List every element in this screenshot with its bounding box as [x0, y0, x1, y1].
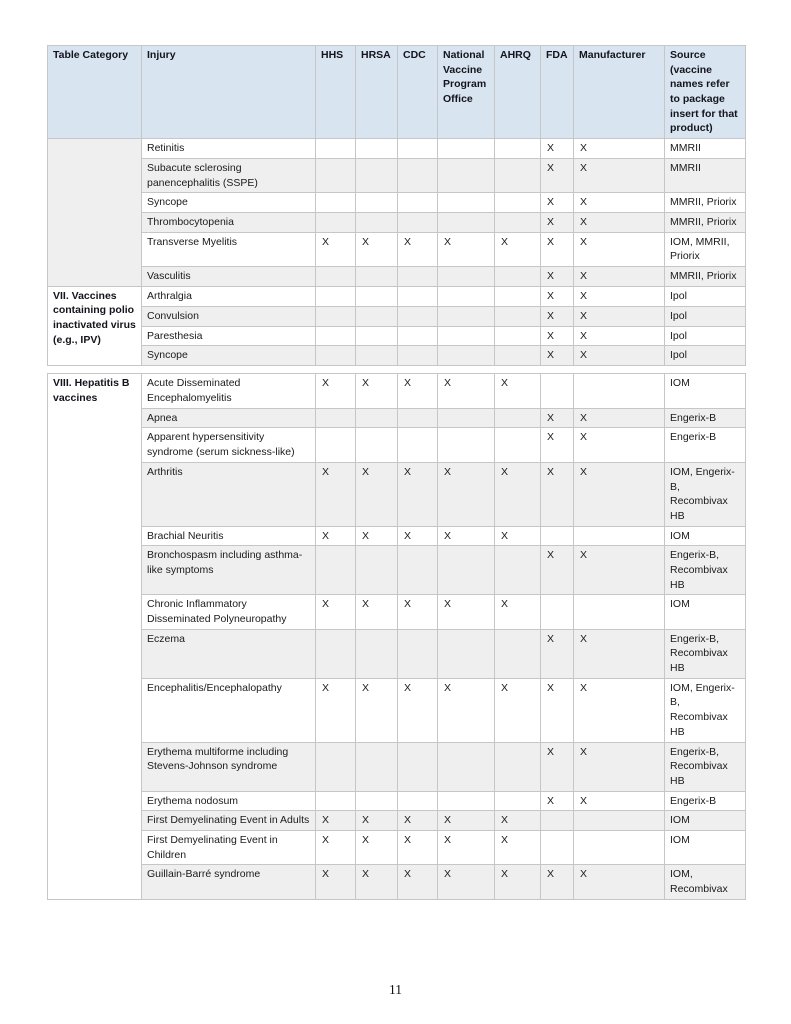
- empty-check-cell: [438, 791, 495, 811]
- page-number: 11: [389, 982, 402, 997]
- empty-check-cell: [495, 791, 541, 811]
- empty-check-cell: [574, 526, 665, 546]
- check-mark-cell: X: [495, 374, 541, 408]
- table-category-cell: VII. Vaccines containing polio inactivated virus (e.g., IPV): [48, 286, 142, 366]
- empty-check-cell: [438, 158, 495, 192]
- source-cell: Ipol: [665, 286, 746, 306]
- empty-check-cell: [356, 742, 398, 791]
- check-mark-cell: X: [574, 346, 665, 366]
- check-mark-cell: X: [356, 232, 398, 266]
- check-mark-cell: X: [356, 865, 398, 899]
- check-mark-cell: X: [541, 428, 574, 462]
- column-header-4: CDC: [398, 46, 438, 139]
- empty-check-cell: [495, 212, 541, 232]
- empty-check-cell: [438, 306, 495, 326]
- source-cell: MMRII, Priorix: [665, 266, 746, 286]
- injury-cell: Guillain-Barré syndrome: [142, 865, 316, 899]
- check-mark-cell: X: [495, 595, 541, 629]
- empty-check-cell: [398, 286, 438, 306]
- check-mark-cell: X: [495, 811, 541, 831]
- column-header-9: Source (vaccine names refer to package insert for that product): [665, 46, 746, 139]
- empty-check-cell: [574, 811, 665, 831]
- check-mark-cell: X: [574, 428, 665, 462]
- source-cell: Engerix-B: [665, 428, 746, 462]
- injury-cell: Acute Disseminated Encephalomyelitis: [142, 374, 316, 408]
- empty-check-cell: [316, 546, 356, 595]
- empty-check-cell: [398, 212, 438, 232]
- empty-check-cell: [438, 326, 495, 346]
- empty-check-cell: [316, 428, 356, 462]
- check-mark-cell: X: [574, 232, 665, 266]
- empty-check-cell: [495, 346, 541, 366]
- check-mark-cell: X: [541, 346, 574, 366]
- empty-check-cell: [316, 326, 356, 346]
- table-body-1: [48, 139, 746, 366]
- check-mark-cell: X: [316, 830, 356, 864]
- check-mark-cell: X: [541, 678, 574, 742]
- table-row: [48, 546, 746, 595]
- empty-check-cell: [356, 346, 398, 366]
- empty-check-cell: [438, 266, 495, 286]
- empty-check-cell: [398, 546, 438, 595]
- check-mark-cell: X: [316, 678, 356, 742]
- empty-check-cell: [356, 306, 398, 326]
- check-mark-cell: X: [574, 408, 665, 428]
- source-cell: Engerix-B, Recombivax HB: [665, 629, 746, 678]
- check-mark-cell: X: [541, 408, 574, 428]
- check-mark-cell: X: [574, 212, 665, 232]
- injury-cell: Paresthesia: [142, 326, 316, 346]
- check-mark-cell: X: [541, 326, 574, 346]
- injury-cell: Retinitis: [142, 139, 316, 159]
- check-mark-cell: X: [438, 232, 495, 266]
- injury-cell: First Demyelinating Event in Children: [142, 830, 316, 864]
- empty-check-cell: [316, 158, 356, 192]
- source-cell: MMRII, Priorix: [665, 193, 746, 213]
- vaccine-injury-table-block-1: [47, 45, 746, 366]
- empty-check-cell: [574, 830, 665, 864]
- empty-check-cell: [438, 428, 495, 462]
- empty-check-cell: [541, 526, 574, 546]
- injury-cell: Apnea: [142, 408, 316, 428]
- table-row: [48, 346, 746, 366]
- column-header-2: HHS: [316, 46, 356, 139]
- injury-cell: Syncope: [142, 346, 316, 366]
- table-row: [48, 139, 746, 159]
- check-mark-cell: X: [574, 742, 665, 791]
- check-mark-cell: X: [541, 629, 574, 678]
- empty-check-cell: [316, 408, 356, 428]
- empty-check-cell: [356, 193, 398, 213]
- table-category-cell: [48, 139, 142, 287]
- check-mark-cell: X: [541, 791, 574, 811]
- check-mark-cell: X: [541, 139, 574, 159]
- table-row: [48, 326, 746, 346]
- column-header-5: National Vaccine Program Office: [438, 46, 495, 139]
- source-cell: Ipol: [665, 346, 746, 366]
- empty-check-cell: [316, 791, 356, 811]
- injury-cell: Subacute sclerosing panencephalitis (SSPE): [142, 158, 316, 192]
- empty-check-cell: [541, 595, 574, 629]
- column-header-3: HRSA: [356, 46, 398, 139]
- table-row: [48, 212, 746, 232]
- check-mark-cell: X: [541, 266, 574, 286]
- check-mark-cell: X: [356, 678, 398, 742]
- empty-check-cell: [495, 286, 541, 306]
- source-cell: IOM: [665, 811, 746, 831]
- check-mark-cell: X: [398, 595, 438, 629]
- empty-check-cell: [495, 193, 541, 213]
- source-cell: Ipol: [665, 326, 746, 346]
- check-mark-cell: X: [356, 374, 398, 408]
- empty-check-cell: [495, 428, 541, 462]
- empty-check-cell: [541, 811, 574, 831]
- check-mark-cell: X: [541, 212, 574, 232]
- table-row: [48, 408, 746, 428]
- check-mark-cell: X: [316, 462, 356, 526]
- check-mark-cell: X: [438, 830, 495, 864]
- empty-check-cell: [495, 408, 541, 428]
- check-mark-cell: X: [574, 306, 665, 326]
- check-mark-cell: X: [398, 462, 438, 526]
- check-mark-cell: X: [438, 526, 495, 546]
- check-mark-cell: X: [541, 193, 574, 213]
- table-row: [48, 232, 746, 266]
- empty-check-cell: [356, 428, 398, 462]
- empty-check-cell: [398, 408, 438, 428]
- vaccine-injury-table-block-2: [47, 373, 746, 899]
- check-mark-cell: X: [438, 462, 495, 526]
- column-header-8: Manufacturer: [574, 46, 665, 139]
- table-row: [48, 629, 746, 678]
- check-mark-cell: X: [438, 374, 495, 408]
- check-mark-cell: X: [541, 232, 574, 266]
- empty-check-cell: [541, 374, 574, 408]
- check-mark-cell: X: [541, 462, 574, 526]
- empty-check-cell: [495, 629, 541, 678]
- table-row: [48, 428, 746, 462]
- table-row: [48, 865, 746, 899]
- empty-check-cell: [495, 306, 541, 326]
- source-cell: Ipol: [665, 306, 746, 326]
- check-mark-cell: X: [316, 865, 356, 899]
- check-mark-cell: X: [316, 232, 356, 266]
- check-mark-cell: X: [541, 306, 574, 326]
- source-cell: MMRII: [665, 158, 746, 192]
- table-row: [48, 791, 746, 811]
- empty-check-cell: [398, 428, 438, 462]
- check-mark-cell: X: [356, 462, 398, 526]
- table-row: [48, 830, 746, 864]
- injury-cell: Chronic Inflammatory Disseminated Polyneuropathy: [142, 595, 316, 629]
- injury-cell: Syncope: [142, 193, 316, 213]
- check-mark-cell: X: [541, 546, 574, 595]
- empty-check-cell: [495, 139, 541, 159]
- injury-cell: Erythema nodosum: [142, 791, 316, 811]
- empty-check-cell: [356, 139, 398, 159]
- table-row: [48, 742, 746, 791]
- check-mark-cell: X: [574, 546, 665, 595]
- empty-check-cell: [398, 139, 438, 159]
- table-row: [48, 158, 746, 192]
- injury-cell: Encephalitis/Encephalopathy: [142, 678, 316, 742]
- check-mark-cell: X: [495, 865, 541, 899]
- check-mark-cell: X: [574, 462, 665, 526]
- column-header-7: FDA: [541, 46, 574, 139]
- check-mark-cell: X: [356, 595, 398, 629]
- empty-check-cell: [356, 212, 398, 232]
- table-row: [48, 193, 746, 213]
- injury-cell: Arthralgia: [142, 286, 316, 306]
- empty-check-cell: [495, 326, 541, 346]
- table-row: [48, 811, 746, 831]
- source-cell: MMRII: [665, 139, 746, 159]
- source-cell: IOM: [665, 374, 746, 408]
- empty-check-cell: [356, 629, 398, 678]
- check-mark-cell: X: [574, 326, 665, 346]
- table-row: [48, 526, 746, 546]
- check-mark-cell: X: [356, 526, 398, 546]
- empty-check-cell: [316, 139, 356, 159]
- injury-cell: Arthritis: [142, 462, 316, 526]
- check-mark-cell: X: [574, 865, 665, 899]
- source-cell: IOM: [665, 526, 746, 546]
- injury-cell: Transverse Myelitis: [142, 232, 316, 266]
- check-mark-cell: X: [356, 811, 398, 831]
- empty-check-cell: [398, 346, 438, 366]
- check-mark-cell: X: [316, 595, 356, 629]
- check-mark-cell: X: [541, 286, 574, 306]
- empty-check-cell: [438, 629, 495, 678]
- check-mark-cell: X: [398, 526, 438, 546]
- empty-check-cell: [398, 629, 438, 678]
- check-mark-cell: X: [438, 595, 495, 629]
- check-mark-cell: X: [356, 830, 398, 864]
- source-cell: IOM, Engerix-B, Recombivax HB: [665, 462, 746, 526]
- empty-check-cell: [398, 266, 438, 286]
- injury-cell: Bronchospasm including asthma-like symptoms: [142, 546, 316, 595]
- empty-check-cell: [398, 742, 438, 791]
- empty-check-cell: [316, 193, 356, 213]
- injury-cell: Eczema: [142, 629, 316, 678]
- empty-check-cell: [356, 546, 398, 595]
- check-mark-cell: X: [316, 811, 356, 831]
- empty-check-cell: [398, 193, 438, 213]
- check-mark-cell: X: [541, 158, 574, 192]
- check-mark-cell: X: [574, 139, 665, 159]
- empty-check-cell: [574, 374, 665, 408]
- empty-check-cell: [398, 158, 438, 192]
- empty-check-cell: [316, 742, 356, 791]
- source-cell: Engerix-B: [665, 791, 746, 811]
- empty-check-cell: [574, 595, 665, 629]
- table-row: [48, 595, 746, 629]
- empty-check-cell: [316, 212, 356, 232]
- empty-check-cell: [356, 326, 398, 346]
- header-row: [48, 46, 746, 139]
- table-category-cell: VIII. Hepatitis B vaccines: [48, 374, 142, 899]
- empty-check-cell: [438, 546, 495, 595]
- check-mark-cell: X: [574, 266, 665, 286]
- empty-check-cell: [438, 346, 495, 366]
- check-mark-cell: X: [574, 286, 665, 306]
- empty-check-cell: [495, 546, 541, 595]
- empty-check-cell: [438, 139, 495, 159]
- check-mark-cell: X: [398, 811, 438, 831]
- source-cell: Engerix-B, Recombivax HB: [665, 742, 746, 791]
- source-cell: IOM, Recombivax: [665, 865, 746, 899]
- injury-cell: Erythema multiforme including Stevens-Johnson syndrome: [142, 742, 316, 791]
- empty-check-cell: [356, 408, 398, 428]
- check-mark-cell: X: [495, 678, 541, 742]
- empty-check-cell: [316, 629, 356, 678]
- check-mark-cell: X: [398, 374, 438, 408]
- injury-cell: Convulsion: [142, 306, 316, 326]
- empty-check-cell: [438, 408, 495, 428]
- empty-check-cell: [438, 193, 495, 213]
- column-header-6: AHRQ: [495, 46, 541, 139]
- table-row: [48, 266, 746, 286]
- empty-check-cell: [316, 286, 356, 306]
- check-mark-cell: X: [398, 678, 438, 742]
- source-cell: MMRII, Priorix: [665, 212, 746, 232]
- injury-cell: Vasculitis: [142, 266, 316, 286]
- check-mark-cell: X: [541, 742, 574, 791]
- empty-check-cell: [438, 286, 495, 306]
- source-cell: Engerix-B, Recombivax HB: [665, 546, 746, 595]
- empty-check-cell: [541, 830, 574, 864]
- empty-check-cell: [495, 158, 541, 192]
- check-mark-cell: X: [495, 232, 541, 266]
- empty-check-cell: [495, 266, 541, 286]
- injury-cell: Apparent hypersensitivity syndrome (serum sickness-like): [142, 428, 316, 462]
- column-header-0: Table Category: [48, 46, 142, 139]
- check-mark-cell: X: [398, 865, 438, 899]
- source-cell: IOM, MMRII, Priorix: [665, 232, 746, 266]
- check-mark-cell: X: [574, 629, 665, 678]
- table-row: [48, 678, 746, 742]
- table-row: [48, 374, 746, 408]
- check-mark-cell: X: [495, 462, 541, 526]
- empty-check-cell: [438, 212, 495, 232]
- table-row: [48, 306, 746, 326]
- source-cell: IOM, Engerix-B, Recombivax HB: [665, 678, 746, 742]
- check-mark-cell: X: [495, 526, 541, 546]
- check-mark-cell: X: [495, 830, 541, 864]
- injury-cell: First Demyelinating Event in Adults: [142, 811, 316, 831]
- check-mark-cell: X: [541, 865, 574, 899]
- empty-check-cell: [495, 742, 541, 791]
- empty-check-cell: [398, 791, 438, 811]
- check-mark-cell: X: [574, 678, 665, 742]
- column-header-1: Injury: [142, 46, 316, 139]
- table-row: [48, 286, 746, 306]
- check-mark-cell: X: [574, 193, 665, 213]
- empty-check-cell: [316, 346, 356, 366]
- empty-check-cell: [398, 306, 438, 326]
- empty-check-cell: [356, 791, 398, 811]
- table-body-2: [48, 374, 746, 899]
- check-mark-cell: X: [574, 791, 665, 811]
- check-mark-cell: X: [574, 158, 665, 192]
- empty-check-cell: [316, 306, 356, 326]
- source-cell: IOM: [665, 830, 746, 864]
- check-mark-cell: X: [316, 526, 356, 546]
- empty-check-cell: [316, 266, 356, 286]
- check-mark-cell: X: [438, 865, 495, 899]
- check-mark-cell: X: [398, 232, 438, 266]
- table-header: [48, 46, 746, 139]
- check-mark-cell: X: [398, 830, 438, 864]
- empty-check-cell: [356, 266, 398, 286]
- empty-check-cell: [398, 326, 438, 346]
- check-mark-cell: X: [438, 811, 495, 831]
- injury-cell: Brachial Neuritis: [142, 526, 316, 546]
- empty-check-cell: [438, 742, 495, 791]
- check-mark-cell: X: [316, 374, 356, 408]
- table-row: [48, 462, 746, 526]
- empty-check-cell: [356, 158, 398, 192]
- source-cell: IOM: [665, 595, 746, 629]
- source-cell: Engerix-B: [665, 408, 746, 428]
- injury-cell: Thrombocytopenia: [142, 212, 316, 232]
- empty-check-cell: [356, 286, 398, 306]
- check-mark-cell: X: [438, 678, 495, 742]
